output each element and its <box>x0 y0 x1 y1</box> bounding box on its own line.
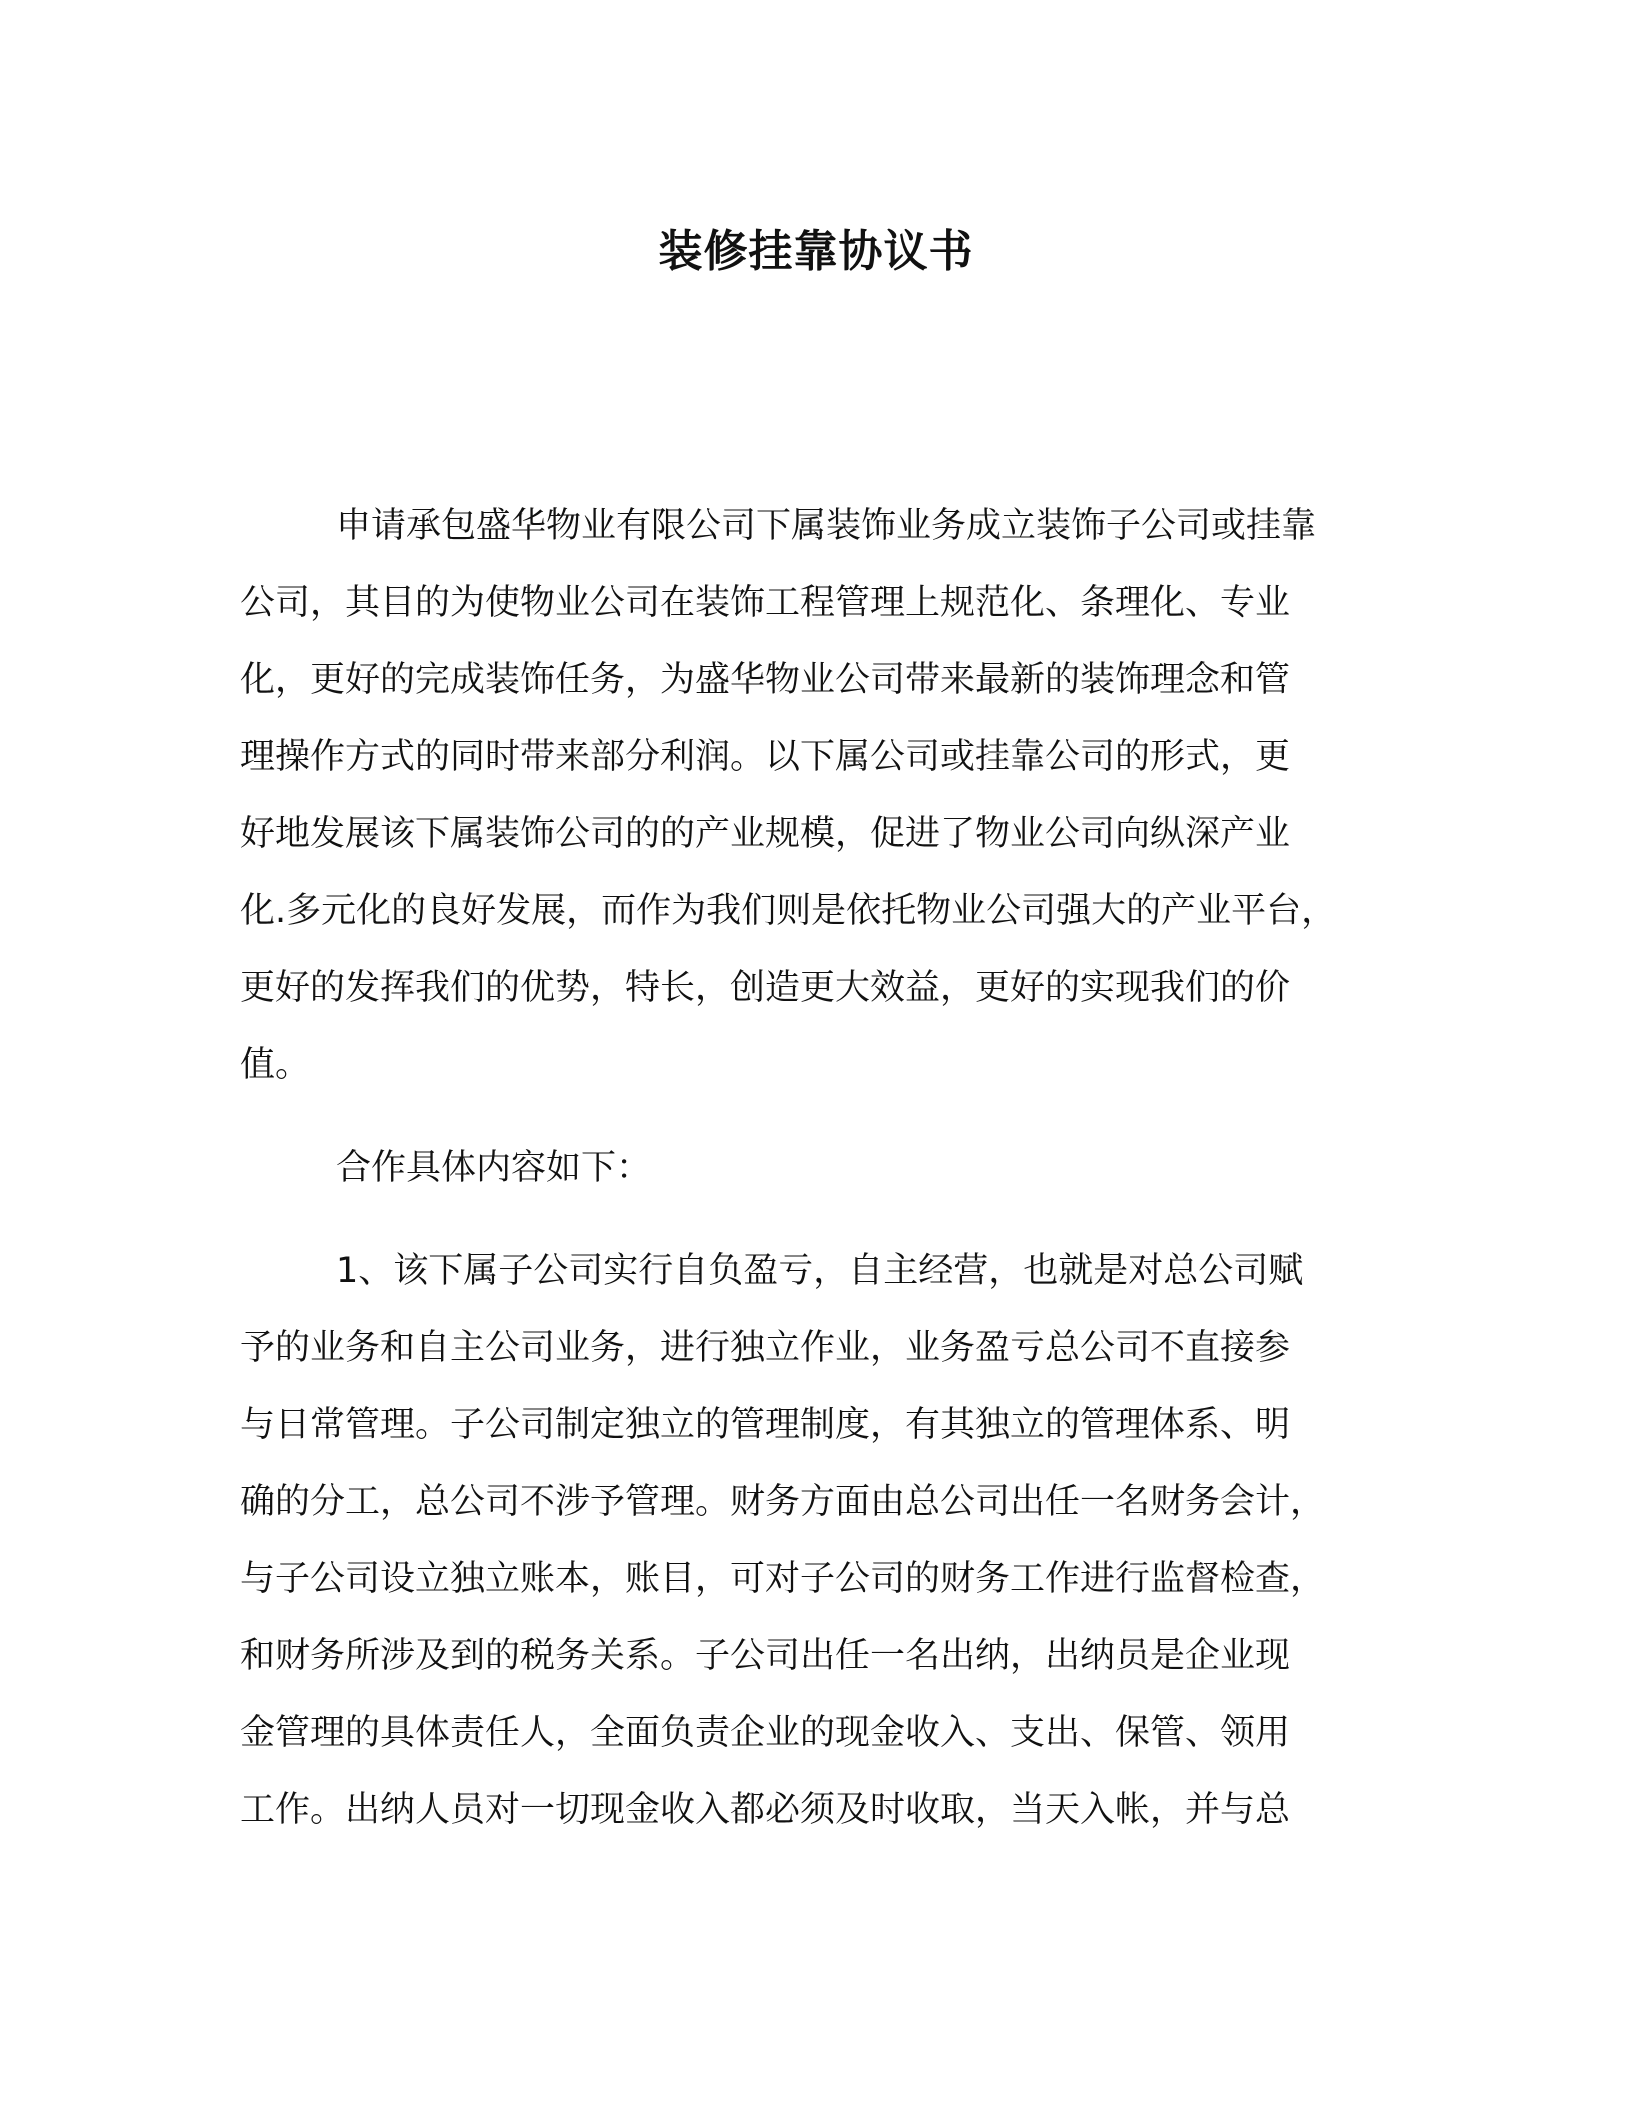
paragraph-line: 和财务所涉及到的税务关系。子公司出任一名出纳，出纳员是企业现 <box>240 1636 1291 1676</box>
paragraph-line: 更好的发挥我们的优势，特长，创造更大效益，更好的实现我们的价 <box>240 968 1291 1008</box>
paragraph-line: 化，更好的完成装饰任务，为盛华物业公司带来最新的装饰理念和管 <box>240 660 1291 700</box>
paragraph-line: 公司，其目的为使物业公司在装饰工程管理上规范化、条理化、专业 <box>240 583 1291 623</box>
paragraph-line: 申请承包盛华物业有限公司下属装饰业务成立装饰子公司或挂靠 <box>336 506 1317 546</box>
paragraph-line: 予的业务和自主公司业务，进行独立作业，业务盈亏总公司不直接参 <box>240 1328 1291 1368</box>
paragraph-spacing <box>240 1207 1420 1233</box>
paragraph-cooperation-heading: 合作具体内容如下： <box>336 1148 652 1188</box>
paragraph-line: 好地发展该下属装饰公司的的产业规模，促进了物业公司向纵深产业 <box>240 814 1291 854</box>
paragraph-line: 值。 <box>240 1045 311 1085</box>
paragraph-spacing <box>240 1104 1420 1130</box>
paragraph-line: 与子公司设立独立账本，账目，可对子公司的财务工作进行监督检查， <box>240 1559 1326 1599</box>
paragraph-line: 化.多元化的良好发展，而作为我们则是依托物业公司强大的产业平台， <box>240 891 1337 931</box>
paragraph-line: 金管理的具体责任人，全面负责企业的现金收入、支出、保管、领用 <box>240 1713 1291 1753</box>
paragraph-clause-1 <box>240 1233 1420 1849</box>
paragraph-intro <box>240 488 1420 1104</box>
document-title: 装修挂靠协议书 <box>658 226 974 277</box>
document-body <box>240 488 1420 1849</box>
paragraph-line: 1、该下属子公司实行自负盈亏，自主经营，也就是对总公司赋 <box>336 1251 1304 1291</box>
paragraph-line: 理操作方式的同时带来部分利润。以下属公司或挂靠公司的形式，更 <box>240 737 1291 777</box>
paragraph-line: 与日常管理。子公司制定独立的管理制度，有其独立的管理体系、明 <box>240 1405 1291 1445</box>
paragraph-line: 确的分工，总公司不涉予管理。财务方面由总公司出任一名财务会计， <box>240 1482 1326 1522</box>
paragraph-line: 工作。出纳人员对一切现金收入都必须及时收取，当天入帐，并与总 <box>240 1790 1291 1830</box>
